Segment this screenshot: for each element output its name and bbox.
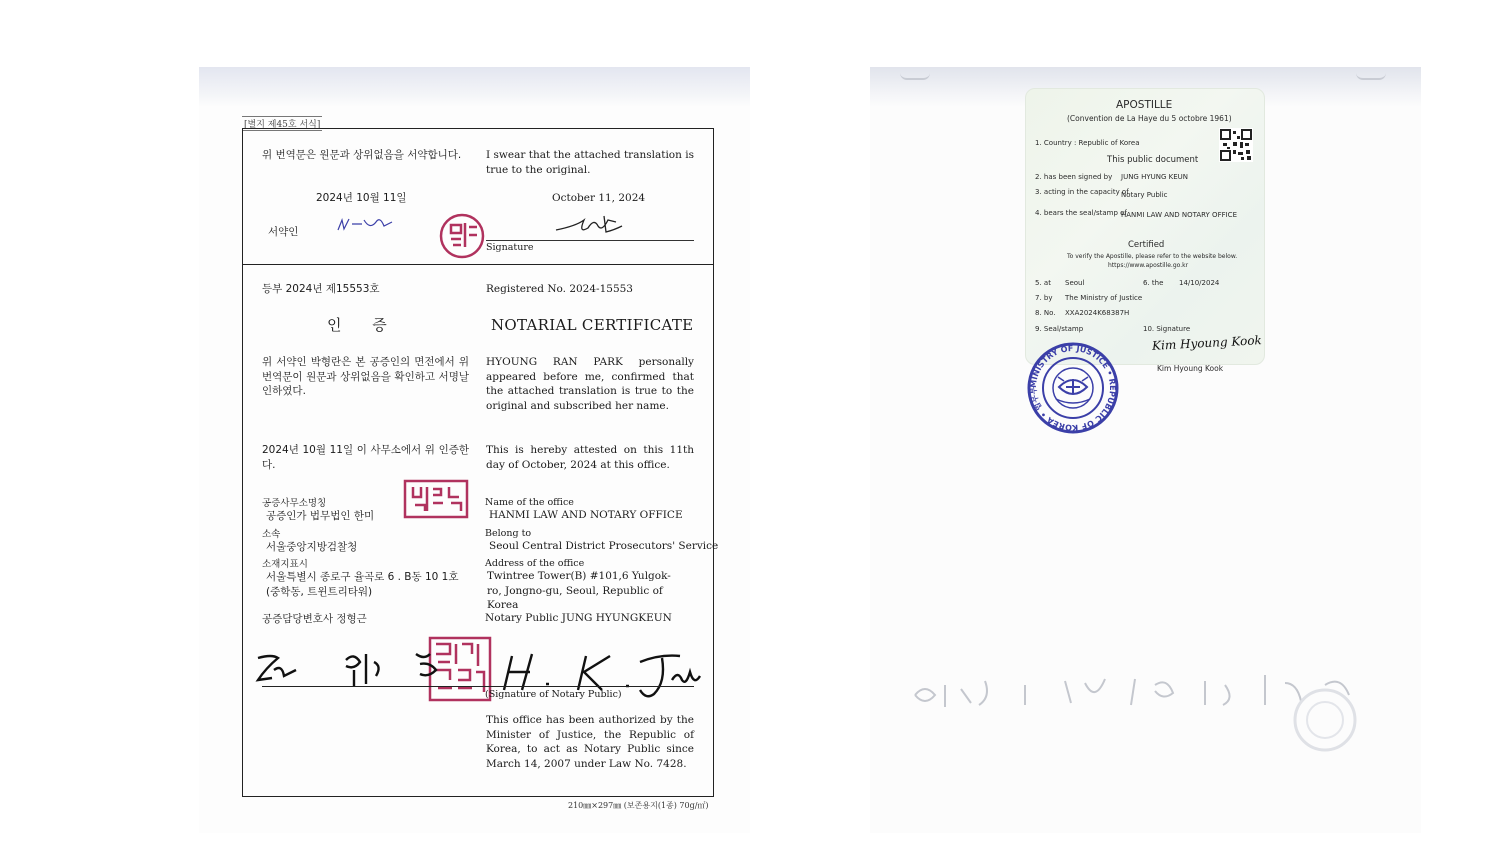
oath-ko-text: 위 번역문은 원문과 상위없음을 서약합니다. [262,149,462,161]
ministry-of-justice-seal [1026,341,1120,435]
oath-en-date: October 11, 2024 [552,192,646,204]
address-ko-value: 서울특별시 종로구 율곡로 6 . B동 10 1호 (중학동, 트윈트리타워) [266,571,459,598]
belong-en-label: Belong to [485,528,532,539]
certificate-en-title: NOTARIAL CERTIFICATE [491,316,694,334]
field-4-value: HANMI LAW AND NOTARY OFFICE [1121,211,1237,219]
notary-ko-name: 공증담당변호사 정형근 [262,613,367,625]
office-ko-name: 공증인가 법무법인 한미 [266,510,375,522]
bleed-through-seal [1290,685,1360,755]
apostille-subtitle: (Convention de La Haye du 5 octobre 1961) [1067,114,1232,123]
section-divider [242,264,714,265]
field-8-label: 8. No. [1035,309,1056,317]
address-ko-label: 소재지표시 [262,559,308,570]
field-2-label: 2. has been signed by [1035,173,1113,181]
belong-ko-value: 서울중앙지방검찰청 [266,541,358,553]
apostille-public-document: This public document [1107,155,1199,165]
field-7-value: The Ministry of Justice [1065,294,1143,302]
oath-en-text: I swear that the attached translation is true to the original. [486,149,694,176]
form-number: [별지 제45호 서식] [242,116,322,131]
office-en-name: HANMI LAW AND NOTARY OFFICE [489,509,683,521]
apostille-signer-name: Kim Hyoung Kook [1157,364,1224,373]
certificate-ko-title: 인 증 [327,316,387,334]
verify-url[interactable]: https://www.apostille.go.kr [1108,262,1189,269]
field-4-label: 4. bears the seal/stamp of [1035,209,1127,217]
field-6-value: 14/10/2024 [1179,279,1220,287]
authorization-paragraph: This office has been authorized by the Minister of Justice, the Republic of Korea, to act as Notary Public since March 14, 2007 under Law No. 7428. [486,714,694,770]
registry-ko-number: 등부 2024년 제15553호 [262,283,380,295]
qr-code-icon [1219,128,1253,162]
registry-en-number: Registered No. 2024-15553 [486,283,633,295]
attestation-ko-paragraph: 위 서약인 박형란은 본 공증인의 면전에서 위 번역문이 원문과 상위없음을 확인하고 서명날인하였다. [262,356,469,397]
attested-date-en: This is hereby attested on this 11th day of October, 2024 at this office. [486,444,694,471]
address-en-label: Address of the office [485,558,585,569]
notary-signature-label: (Signature of Notary Public) [485,689,622,700]
belong-ko-label: 소속 [262,529,281,540]
apostille-country: 1. Country : Republic of Korea [1035,139,1140,147]
staple-mark [900,73,930,80]
translator-seal [437,211,487,261]
oath-signer-label: 서약인 [268,226,299,238]
paper-spec-footer: 210㎜×297㎜ (보존용지(1종) 70g/㎡) [568,801,709,810]
apostille-signature: Kim Hyoung Kook [1151,333,1263,353]
apostille-certified: Certified [1128,240,1165,250]
seal-text-path: MINISTRY OF JUSTICE • REPUBLIC OF KOREA • 법무부 [1028,343,1118,433]
field-5-label: 5. at [1035,279,1051,287]
belong-en-value: Seoul Central District Prosecutors' Service [489,540,719,552]
field-8-value: XXA2024K68387H [1065,309,1130,317]
field-3-label: 3. acting in the capacity of [1035,188,1129,196]
field-7-label: 7. by [1035,294,1053,302]
address-en-value: Twintree Tower(B) #101,6 Yulgok-ro, Jongno-gu, Seoul, Republic of Korea [487,570,671,611]
attested-date-ko: 2024년 10월 11일 이 사무소에서 위 인증한다. [262,444,469,471]
signature-label: Signature [486,242,534,253]
field-6-label: 6. the [1143,279,1164,287]
office-ko-label: 공증사무소명칭 [262,498,327,509]
field-3-value: Notary Public [1121,191,1168,199]
translator-signature-ko [334,214,398,236]
staple-mark [1356,73,1386,80]
notary-signature-line [262,686,694,687]
verify-note: To verify the Apostille, please refer to the website below. [1067,253,1238,260]
notary-signature [250,640,710,704]
field-2-value: JUNG HYUNG KEUN [1121,173,1188,181]
office-seal-square [403,479,469,519]
office-en-label: Name of the office [485,497,574,508]
attestation-en-paragraph: HYOUNG RAN PARK personally appeared before me, confirmed that the attached translation is true to the original and subscribed her name. [486,356,694,412]
translator-signature-en [550,210,630,240]
field-9-label: 9. Seal/stamp [1035,325,1084,333]
oath-ko-date: 2024년 10월 11일 [316,192,407,204]
apostille-title: APOSTILLE [1116,99,1173,111]
notary-en-name: Notary Public JUNG HYUNGKEUN [485,612,672,624]
field-5-value: Seoul [1065,279,1085,287]
field-10-label: 10. Signature [1143,325,1191,333]
